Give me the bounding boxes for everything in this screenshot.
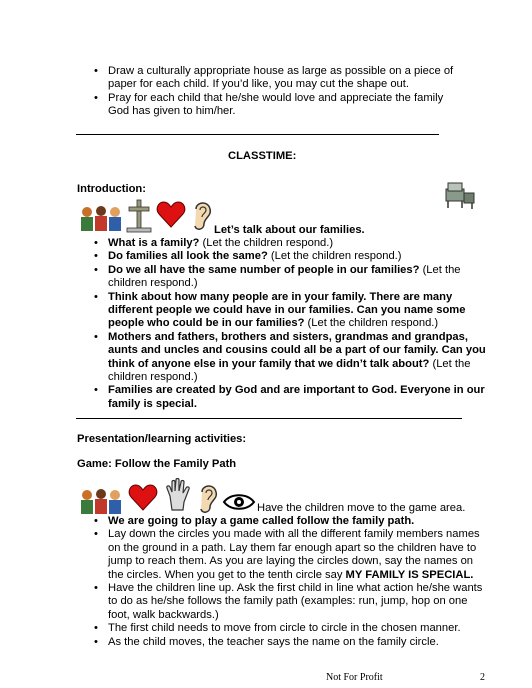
list-item: • We are going to play a game called follow the family path. (94, 515, 488, 528)
list-item: • Draw a culturally appropriate house as large as possible on a piece of paper for each child. If you’d like, you may cut the shape out. (94, 65, 454, 92)
game-line: Have the children move to the game area. (257, 502, 466, 514)
presentation-heading: Presentation/learning activities: (77, 433, 247, 445)
list-item: • Mothers and fathers, brothers and sisters, grandmas and grandpas, aunts and uncles and cousins could all be a part of our family. Can you think of anyone else in your family that we didn’t talk about? (Let the children respond.) (94, 331, 488, 385)
game-list (94, 515, 488, 649)
list-item: • The first child needs to move from circle to circle in the chosen manner. (94, 622, 488, 635)
furniture-icon (442, 181, 478, 211)
list-item: • Do we all have the same number of people in our families? (Let the children respond.) (94, 264, 488, 291)
children-icon (78, 488, 124, 516)
list-item: • Pray for each child that he/she would love and appreciate the family God has given to him/her. (94, 92, 454, 119)
list-item: • Think about how many people are in your family. There are many different people we could have in our families. Can you name some people who could be in our families? (Let the children respond.) (94, 291, 488, 331)
ear-icon (196, 482, 220, 516)
footer-text: Not For Profit (326, 672, 383, 683)
top-list (94, 65, 454, 119)
children-icon (78, 205, 124, 233)
game-heading: Game: Follow the Family Path (77, 458, 237, 470)
intro-line: Let’s talk about our families. (214, 224, 365, 236)
heart-icon (156, 201, 186, 229)
classtime-heading: CLASSTIME: (228, 150, 297, 162)
list-item: • Lay down the circles you made with all the different family members names on the ground in a path. Lay them far enough apart so the children have to jump to reach them. As you are laying the circles down, say the names on the circles. When you get to the tenth circle say MY FAMILY IS SPECIAL. (94, 528, 488, 582)
list-item: • As the child moves, the teacher says the name on the family circle. (94, 636, 488, 649)
list-item: • Do families all look the same? (Let the children respond.) (94, 250, 488, 263)
divider (76, 418, 462, 419)
ear-icon (190, 199, 214, 233)
intro-heading: Introduction: (77, 183, 146, 195)
eye-icon (222, 492, 256, 512)
page-number: 2 (480, 672, 485, 683)
list-item: • What is a family? (Let the children respond.) (94, 237, 488, 250)
cross-icon (124, 198, 154, 234)
divider (76, 134, 439, 135)
list-item: • Have the children line up. Ask the first child in line what action he/she wants to do as he/she follows the family path (examples: run, jump, hop on one foot, walk backwards.) (94, 582, 488, 622)
heart-icon (128, 484, 158, 512)
list-item: • Families are created by God and are important to God. Everyone in our family is special. (94, 384, 488, 411)
hand-icon (164, 478, 192, 512)
intro-list (94, 237, 488, 411)
